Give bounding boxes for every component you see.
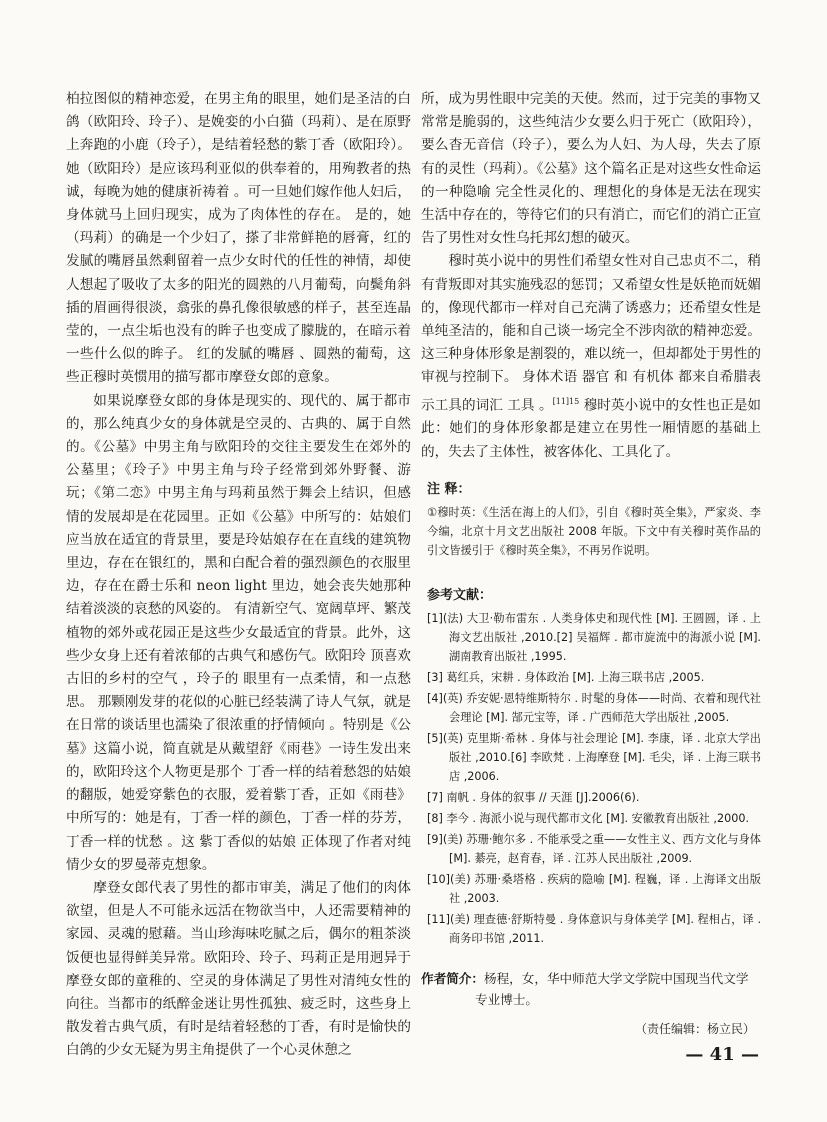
author-text: 杨程，女，华中师范大学文学院中国现当代文学专业博士。: [475, 970, 749, 1007]
reference-item: [5](英) 克里斯·希林 . 身体与社会理论 [M]. 李康，译 . 北京大学出版社 ,2010.[6] 李欧梵 . 上海摩登 [M]. 毛尖，译 . 上海三联书店 ,2006.: [427, 731, 761, 783]
left-column: [66, 88, 411, 1063]
reference-item: [3] 葛红兵，宋耕 . 身体政治 [M]. 上海三联书店 ,2005.: [427, 670, 705, 684]
page-number: — 41 —: [685, 1044, 759, 1065]
reference-item: [9](美) 苏珊·鲍尔多 . 不能承受之重——女性主义、西方文化与身体 [M]. 綦亮，赵育春，译 . 江苏人民出版社 ,2009.: [427, 832, 761, 865]
author-bio: [421, 968, 761, 1010]
notes-heading: 注 释：: [427, 481, 471, 497]
reference-item: [1](法) 大卫·勒布雷东 . 人类身体史和现代性 [M]. 王圆圆，译 . 上海文艺出版社 ,2010.[2] 吴福辉 . 都市旋流中的海派小说 [M]. 湖南教育出版社 ,1995.: [427, 611, 761, 663]
reference-item: [8] 李今 . 海派小说与现代都市文化 [M]. 安徽教育出版社 ,2000.: [427, 811, 750, 825]
body-paragraph: [421, 250, 761, 463]
reference-list: [421, 609, 761, 948]
editor-credit: （责任编辑：杨立民）: [634, 1021, 755, 1036]
body-paragraph: 所，成为男性眼中完美的天使。然而，过于完美的事物又常常是脆弱的，这些纯洁少女要么归于死亡（欧阳玲），要么杳无音信（玲子），要么为人妇、为人母，失去了原有的灵性（玛莉）。《公墓》这个篇名正是对这些女性命运的一种隐喻 完全性灵化的、理想化的身体是无法在现实生活中存在的，等待它们的只有消亡，而它们的消亡正宣告了男性对女性乌托邦幻想的破灭。: [421, 91, 761, 247]
body-text: 穆时英小说中的女性也正是如此：她们的身体形象都是建立在男性一厢情愿的基础上的，失去了主体性，被客体化、工具化了。: [421, 397, 761, 460]
reference-item: [11](美) 理查德·舒斯特曼 . 身体意识与身体美学 [M]. 程相占，译 . 商务印书馆 ,2011.: [427, 912, 761, 945]
reference-item: [7] 南帆 . 身体的叙事 // 天涯 [J].2006(6).: [427, 790, 640, 804]
body-paragraph: 柏拉图似的精神恋爱，在男主角的眼里，她们是圣洁的白鸽（欧阳玲、玲子）、是娩娈的小白猫（玛莉）、是在原野上奔跑的小鹿（玲子），是结着轻愁的紫丁香（欧阳玲）。她（欧阳玲）是应该玛利亚似的供奉着的，用殉教者的热诚，每晚为她的健康祈祷着 。可一旦她们嫁作他人妇后，身体就马上回归现实，成为了肉体性的存在。 是的，她（玛莉）的确是一个少妇了，搽了非常鲜艳的唇膏，红的发腻的嘴唇虽然剩留着一点少女时代的任性的神情，却使人想起了吸收了太多的阳光的圆熟的八月葡萄，向鬓角斜插的眉画得很淡，翕张的鼻孔像很敏感的样子，甚至连晶莹的，一点尘垢也没有的眸子也变成了朦胧的，在暗示着一些什么似的眸子。 红的发腻的嘴唇 、圆熟的葡萄，这些正穆时英惯用的描写都市摩登女郎的意象。: [66, 91, 411, 386]
reference-item: [4](英) 乔安妮·恩特维斯特尔 . 时髦的身体——时尚、衣着和现代社会理论 [M]. 郜元宝等，译 . 广西师范大学出版社 ,2005.: [427, 691, 761, 724]
reference-item: [10](美) 苏珊·桑塔格 . 疾病的隐喻 [M]. 程巍，译 . 上海译文出版社 ,2003.: [427, 872, 761, 905]
body-text: 穆时英小说中的男性们希望女性对自己忠贞不二，稍有背叛即对其实施残忍的惩罚；又希望女性是妖艳而妩媚的，像现代都市一样对自己充满了诱惑力；还希望女性是单纯圣洁的，能和自己谈一场完全不涉肉欲的精神恋爱。这三种身体形象是割裂的，难以统一，但却都处于男性的审视与控制下。 身体术语 器官 和 有机体 都来自希腊表示工具的词汇 工具 。: [421, 253, 761, 414]
right-column: [421, 88, 761, 1037]
body-paragraph: 摩登女郎代表了男性的都市审美，满足了他们的肉体欲望，但是人不可能永远活在物欲当中，人还需要精神的家园、灵魂的慰藉。当山珍海味吃腻之后，偶尔的粗茶淡饭便也显得鲜美异常。欧阳玲、玲子、玛莉正是用迥异于摩登女郎的童稚的、空灵的身体满足了男性对清纯女性的向往。当都市的纸醉金迷让男性孤独、疲乏时，这些身上散发着古典气质，有时是结着轻愁的丁香，有时是愉快的白鸽的少女无疑为男主角提供了一个心灵休憩之: [66, 879, 411, 1059]
author-label: 作者简介：: [421, 970, 484, 986]
body-paragraph: 如果说摩登女郎的身体是现实的、现代的、属于都市的，那么纯真少女的身体就是空灵的、古典的、属于自然的。《公墓》中男主角与欧阳玲的交往主要发生在郊外的公墓里；《玲子》中男主角与玲子经常到郊外野餐、游玩；《第二恋》中男主角与玛莉虽然于舞会上结识，但感情的发展却是在花园里。正如《公墓》中所写的：姑娘们应当放在适宜的背景里，要是玲姑娘存在在直线的建筑物里边，存在在银红的，黑和白配合着的强烈颜色的衣服里边，存在在爵士乐和 neon light 里边，她会丧失她那种结着淡淡的哀愁的风姿的。 有清新空气、宽阔草坪、繁茂植物的郊外或花园正是这些少女最适宜的背景。此外，这些少女身上还有着浓郁的古典气和感伤气。欧阳玲 顶喜欢古旧的乡村的空气 ，玲子的 眼里有一点柔情，和一点愁思。 那颗刚发芽的花似的心脏已经装满了诗人气氛，就是在日常的谈话里也濡染了很浓重的抒情倾向 。特别是《公墓》这篇小说，简直就是从戴望舒《雨巷》一诗生发出来的，欧阳玲这个人物更是那个 丁香一样的结着愁怨的姑娘 的翻版，她爱穿紫色的衣服，爱着紫丁香，正如《雨巷》中所写的：她是有，丁香一样的颜色，丁香一样的芬芳，丁香一样的忧愁 。这 紫丁香似的姑娘 正体现了作者对纯情少女的罗曼蒂克想象。: [66, 392, 411, 873]
footnote: ①穆时英：《生活在海上的人们》，引自《穆时英全集》，严家炎、李今编，北京十月文艺出版社 2008 年版。下文中有关穆时英作品的引文皆援引于《穆时英全集》，不再另作说明。: [427, 505, 761, 557]
citation-superscript: [11]15: [552, 396, 580, 406]
references-heading: 参考文献：: [427, 587, 493, 603]
